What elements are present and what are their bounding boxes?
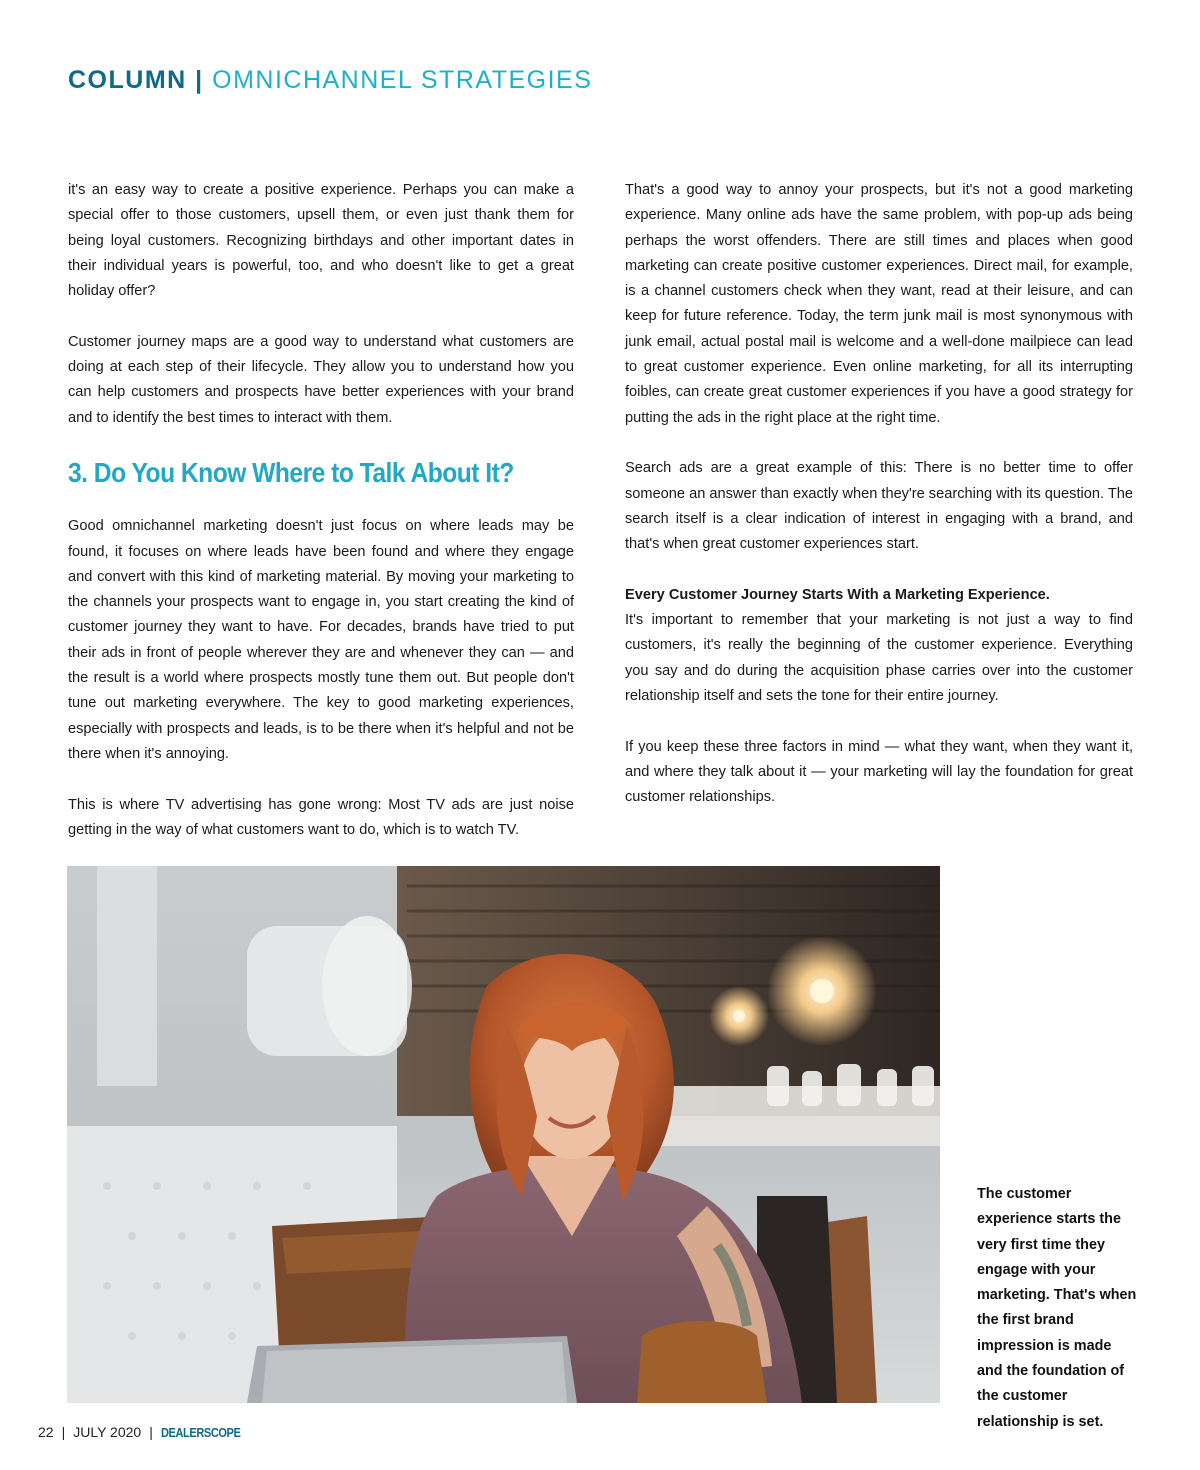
right-paragraph-2: Search ads are a great example of this: There is no better time to offer someone an answer than exactly when they're searching with its question. The search itself is a clear indication of interest in engaging with a brand, and that's when great customer experiences start. [625, 460, 1133, 553]
column-topic: OMNICHANNEL STRATEGIES [212, 66, 593, 94]
section-heading: 3. Do You Know Where to Talk About It? [68, 457, 514, 489]
sub-heading: Every Customer Journey Starts With a Marketing Experience. [625, 586, 1050, 603]
header-separator: | [195, 66, 204, 94]
column-label: COLUMN [68, 66, 187, 94]
right-paragraph-3: It's important to remember that your marketing is not just a way to find customers, it's really the beginning of the customer experience. Everything you say and do during the acquisition phase carries over into the customer relationship itself and sets the tone for their entire journey. [625, 612, 1133, 704]
right-paragraph-4: If you keep these three factors in mind — what they want, when they want it, and where they talk about it — your marketing will lay the foundation for great customer relationships. [625, 738, 1133, 806]
photo-illustration [67, 866, 940, 1403]
right-column [625, 178, 1133, 836]
photo-caption: The customer experience starts the very first time they engage with your marketing. That's when the first brand impression is made and the foundation of the customer relationship is set. [977, 1186, 1137, 1430]
left-paragraph-2: Customer journey maps are a good way to understand what customers are doing at each step of their lifecycle. They allow you to understand how you can help customers and prospects have better experiences with your brand and to identify the best times to interact with them. [68, 333, 574, 426]
woman-laptop-photo [67, 866, 940, 1403]
issue-date: JULY 2020 [73, 1424, 142, 1440]
magazine-logo: DEALERSCOPE [160, 1425, 241, 1440]
left-column [68, 178, 574, 868]
footer-separator-1: | [61, 1424, 66, 1440]
left-paragraph-1: it's an easy way to create a positive experience. Perhaps you can make a special offer to those customers, upsell them, or even just thank them for being loyal customers. Recognizing birthdays and other important dates in their individual years is powerful, too, and who doesn't like to get a great holiday offer? [68, 182, 574, 300]
left-paragraph-3: Good omnichannel marketing doesn't just focus on where leads may be found, it focuses on where leads have been found and where they engage and convert with this kind of marketing material. By moving your marketing to the channels your prospects want to engage in, you start creating the kind of customer journey they want to have. For decades, brands have tried to put their ads in front of people wherever they are and whenever they can — and the result is a world where prospects mostly tune them out. But people don't tune out marketing everywhere. The key to good marketing experiences, especially with prospects and leads, is to be there when it's helpful and not be there when it's annoying. [68, 518, 574, 762]
page-number: 22 [38, 1424, 54, 1440]
footer-separator-2: | [149, 1424, 153, 1440]
column-header [68, 66, 592, 95]
page-footer [38, 1424, 254, 1440]
right-paragraph-1: That's a good way to annoy your prospects, but it's not a good marketing experience. Many online ads have the same problem, with pop-up ads being perhaps the worst offenders. There are still times and places when good marketing can create positive customer experiences. Direct mail, for example, is a channel customers check when they want, read at their leisure, and can keep for future reference. Today, the term junk mail is most synonymous with junk email, actual postal mail is welcome and a well-done mailpiece can lead to great customer experience. Even online marketing, for all its interrupting foibles, can create great customer experiences if you have a good strategy for putting the ads in the right place at the right time. [625, 182, 1133, 426]
left-paragraph-4: This is where TV advertising has gone wrong: Most TV ads are just noise getting in the way of what customers want to do, which is to watch TV. [68, 796, 574, 838]
